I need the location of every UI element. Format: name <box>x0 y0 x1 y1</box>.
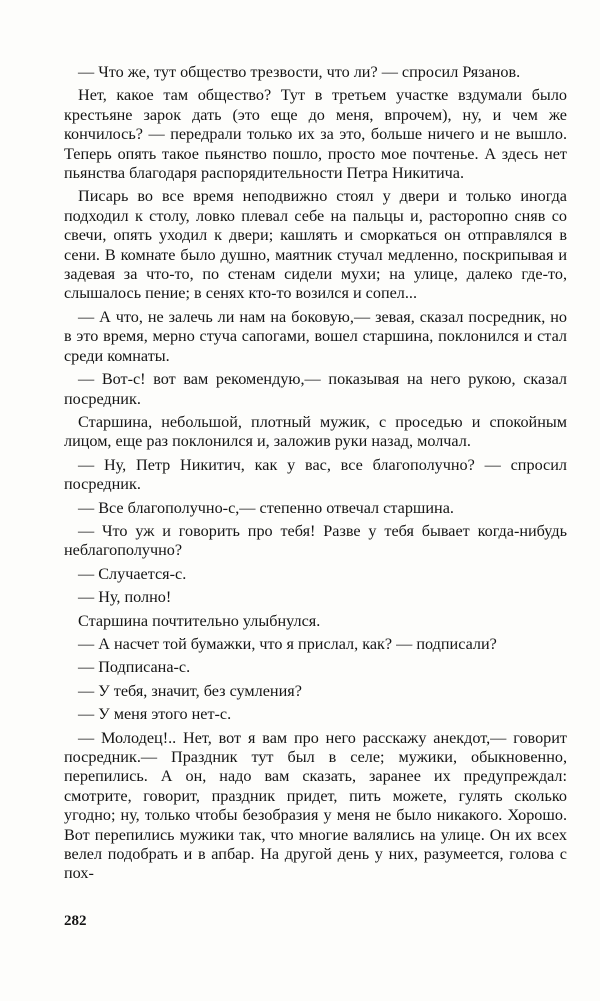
paragraph: — Все благополучно-с,— степенно отвечал старшина. <box>78 498 454 517</box>
paragraph: Писарь во все время неподвижно стоял у двери и только иногда подходил к столу, ловко плевал себе на пальцы и, расторопно сняв со свечи, опять уходил к двери; кашлять и сморкаться он отправлялся в сени. В комнате было душно, маятник стучал медленно, поскрипывая и задевая за что-то, по стенам сидели мухи; на улице, далеко где-то, слышалось пение; в сенях кто-то возился и сопел... <box>64 187 567 303</box>
paragraph: Нет, какое там общество? Тут в третьем участке вздумали было крестьяне зарок дать (это еще до меня, впрочем), ну, и чем же кончилось? — передрали только их за это, больше ничего и не вышло. Теперь опять такое пьянство пошло, просто мое почтенье. А здесь нет пьянства благодаря распорядительности Петра Никитича. <box>64 86 567 183</box>
paragraph: — Случается-с. <box>78 564 187 583</box>
paragraph: Старшина почтительно улыбнулся. <box>78 611 321 630</box>
paragraph: — Что же, тут общество трезвости, что ли? — спросил Рязанов. <box>78 63 521 81</box>
paragraph: — Ну, полно! <box>78 588 172 607</box>
paragraph: — А что, не залечь ли нам на боковую,— зевая, сказал посредник, но в это время, мерно стуча сапогами, вошел старшина, поклонился и стал среди комнаты. <box>64 307 567 365</box>
paragraph: — Что уж и говорить про тебя! Разве у тебя бывает когда-нибудь неблагополучно? <box>64 521 567 560</box>
paragraph: Старшина, небольшой, плотный мужик, с проседью и спокойным лицом, еще раз поклонился и, заложив руки назад, молчал. <box>64 412 567 451</box>
page-text <box>64 63 567 888</box>
paragraph: — Подписана-с. <box>78 658 191 677</box>
paragraph: — Ну, Петр Никитич, как у вас, все благополучно? — спросил посредник. <box>64 455 567 494</box>
paragraph: — А насчет той бумажки, что я прислал, как? — подписали? <box>78 634 497 653</box>
paragraph: — У меня этого нет-с. <box>78 705 232 724</box>
page-number: 282 <box>64 913 87 929</box>
paragraph: — Молодец!.. Нет, вот я вам про него расскажу анекдот,— говорит посредник.— Праздник тут был в селе; мужики, обыкновенно, перепились. А он, надо вам сказать, заранее их предупреждал: смотрите, говорит, праздник придет, пить можете, гулять сколько угодно; ну, только чтобы безобразия у меня не было никакого. Хорошо. Вот перепились мужики так, что многие валялись на улице. Он их всех велел подобрать и в апбар. На другой день у них, разумеется, голова с пох- <box>64 728 567 883</box>
paragraph: — У тебя, значит, без сумления? <box>78 681 302 700</box>
paragraph: — Вот-с! вот вам рекомендую,— показывая на него рукою, сказал посредник. <box>64 370 567 408</box>
